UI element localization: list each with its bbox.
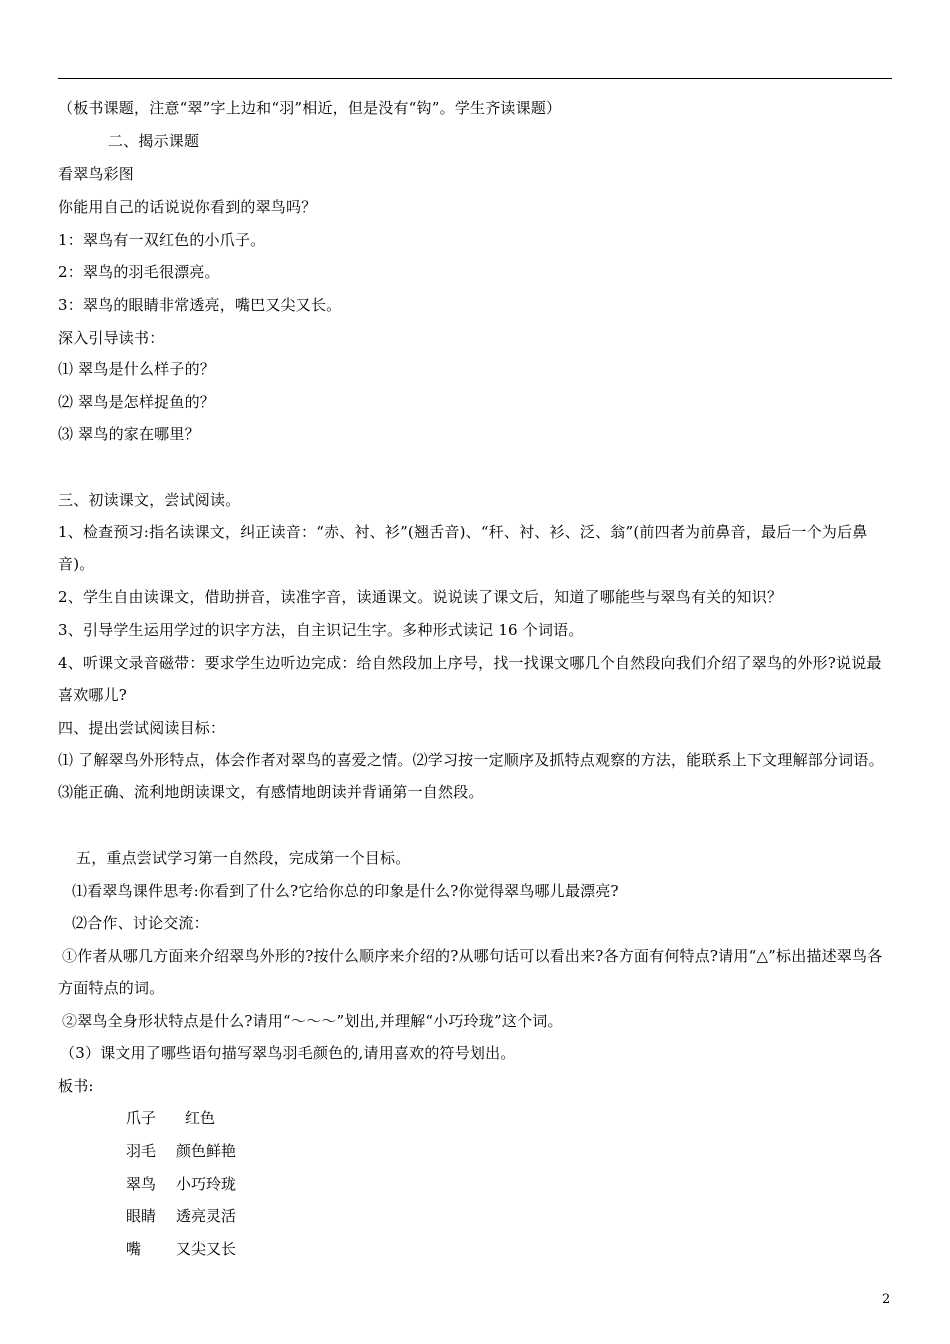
paragraph: 1、检查预习:指名读课文，纠正读音：“赤、衬、衫”(翘舌音)、“秆、衬、衫、泛、翁”(前四者为前鼻音，最后一个为后鼻音)。 (58, 523, 868, 573)
list-item: ⑴ 翠鸟是什么样子的？ (58, 360, 215, 378)
paragraph: （3）课文用了哪些语句描写翠鸟羽毛颜色的,请用喜欢的符号划出。 (60, 1044, 516, 1062)
board-trait: 小巧玲珑 (176, 1175, 237, 1193)
section-heading: 四、提出尝试阅读目标： (58, 719, 226, 737)
text-line: 你能用自己的话说说你看到的翠鸟吗？ (58, 198, 317, 216)
paragraph: ①作者从哪几方面来介绍翠鸟外形的?按什么顺序来介绍的?从哪句话可以看出来?各方面有何特点?请用“△”标出描述翠鸟各方面特点的词。 (58, 947, 883, 997)
paragraph: ⑵合作、讨论交流： (72, 914, 209, 932)
board-trait: 又尖又长 (176, 1240, 237, 1258)
board-part: 眼睛 (126, 1207, 157, 1225)
paragraph: ②翠鸟全身形状特点是什么?请用“～～～”划出,并理解“小巧玲珑”这个词。 (62, 1012, 563, 1030)
list-item: ⑵ 翠鸟是怎样捉鱼的？ (58, 393, 215, 411)
text-line: 2：翠鸟的羽毛很漂亮。 (58, 263, 220, 281)
paragraph: 4、听课文录音磁带：要求学生边听边完成：给自然段加上序号，找一找课文哪几个自然段向我们介绍了翠鸟的外形?说说最喜欢哪儿? (58, 654, 882, 704)
section-heading: 二、揭示课题 (108, 132, 200, 150)
board-label: 板书: (58, 1077, 94, 1095)
paragraph: 3、引导学生运用学过的识字方法，自主识记生字。多种形式读记 16 个词语。 (58, 621, 584, 639)
header-rule (58, 78, 892, 79)
board-part: 翠鸟 (126, 1175, 157, 1193)
paragraph: ⑴看翠鸟课件思考:你看到了什么?它给你总的印象是什么?你觉得翠鸟哪儿最漂亮? (72, 882, 619, 900)
board-part: 羽毛 (126, 1142, 157, 1160)
text-line: 1：翠鸟有一双红色的小爪子。 (58, 231, 266, 249)
paragraph: ⑴ 了解翠鸟外形特点，体会作者对翠鸟的喜爱之情。⑵学习按一定顺序及抓特点观察的方法，能联系上下文理解部分词语。⑶能正确、流利地朗读课文，有感情地朗读并背诵第一自然段。 (58, 751, 884, 801)
board-part: 爪子 (126, 1109, 157, 1127)
list-item: ⑶ 翠鸟的家在哪里？ (58, 425, 200, 443)
text-line: 深入引导读书： (58, 329, 165, 347)
text-line: （板书课题，注意“翠”字上边和“羽”相近，但是没有“钩”。学生齐读课题） (58, 99, 562, 117)
text-line: 3：翠鸟的眼睛非常透亮，嘴巴又尖又长。 (58, 296, 342, 314)
section-heading: 五，重点尝试学习第一自然段，完成第一个目标。 (76, 849, 411, 867)
paragraph: 2、学生自由读课文，借助拼音，读准字音，读通课文。说说读了课文后，知道了哪能些与翠鸟有关的知识？ (58, 588, 783, 606)
page-number: 2 (882, 1292, 891, 1307)
board-trait: 颜色鲜艳 (176, 1142, 237, 1160)
section-heading: 三、初读课文，尝试阅读。 (58, 491, 241, 509)
board-part: 嘴 (126, 1240, 142, 1258)
text-line: 看翠鸟彩图 (58, 165, 135, 183)
board-trait: 红色 (185, 1109, 216, 1127)
board-trait: 透亮灵活 (176, 1207, 237, 1225)
